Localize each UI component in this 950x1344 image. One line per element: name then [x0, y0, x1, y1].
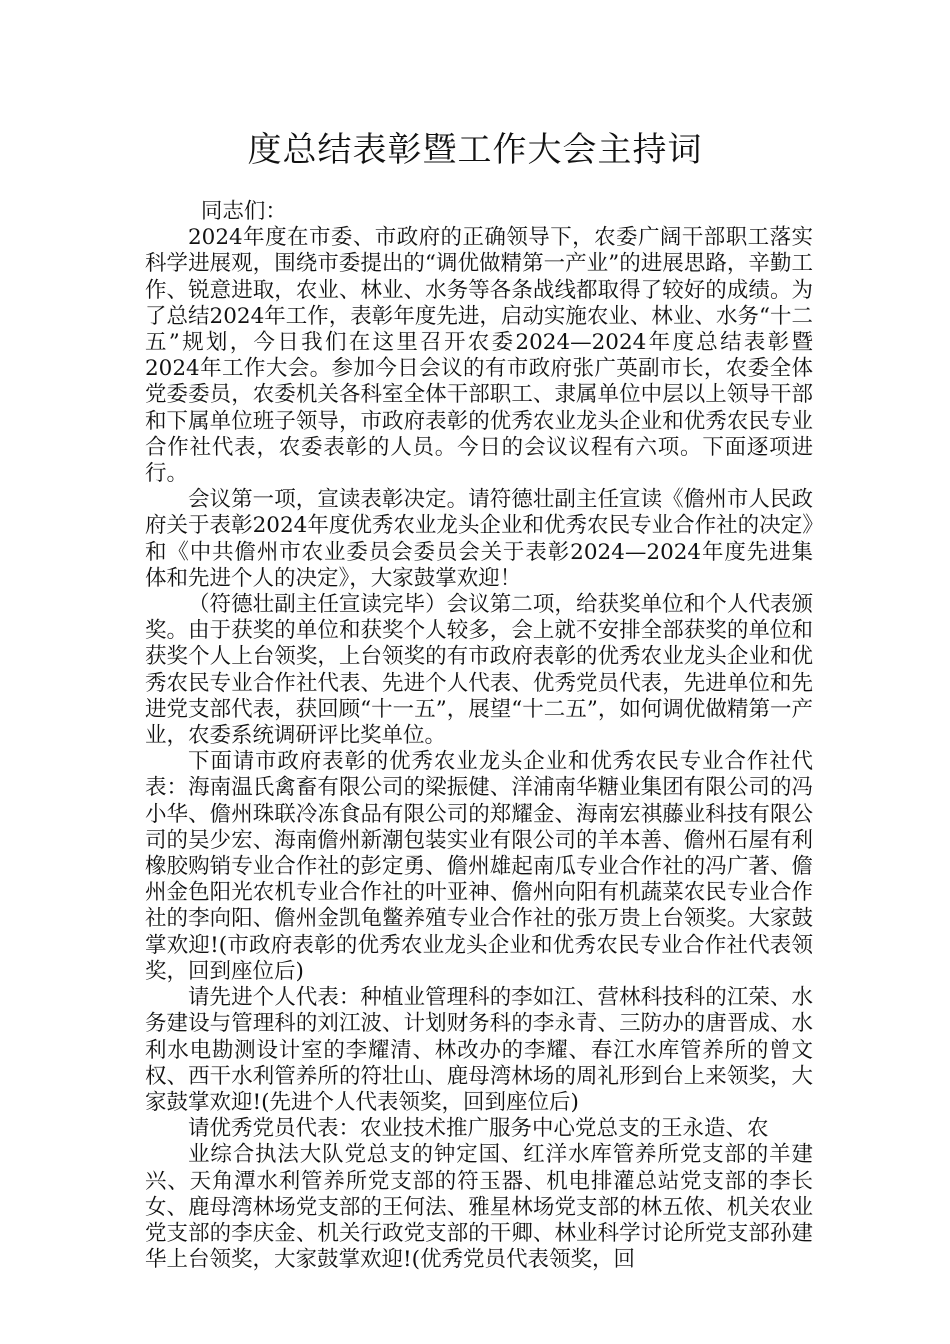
paragraph-4: 下面请市政府表彰的优秀农业龙头企业和优秀农民专业合作社代表：海南温氏禽畜有限公司的梁振健、洋浦南华糖业集团有限公司的冯小华、儋州珠联冷冻食品有限公司的郑耀金、海南宏祺藤业科技有限公司的吴少宏、海南儋州新潮包装实业有限公司的羊本善、儋州石屋有利橡胶购销专业合作社的彭定勇、儋州雄起南瓜专业合作社的冯广著、儋州金色阳光农机专业合作社的叶亚神、儋州向阳有机蔬菜农民专业合作社的李向阳、儋州金凯龟鳖养殖专业合作社的张万贵上台领奖。大家鼓掌欢迎!(市政府表彰的优秀农业龙头企业和优秀农民专业合作社代表领奖，回到座位后)	[145, 749, 813, 984]
paragraph-1: 2024年度在市委、市政府的正确领导下，农委广阔干部职工落实科学进展观，围绕市委提出的“调优做精第一产业”的进展思路，辛勤工作、锐意进取，农业、林业、水务等各条战线都取得了较好的成绩。为了总结2024年工作，表彰年度先进，启动实施农业、林业、水务“十二五”规划，今日我们在这里召开农委2024—2024年度总结表彰暨2024年工作大会。参加今日会议的有市政府张广英副市长，农委全体党委委员，农委机关各科室全体干部职工、隶属单位中层以上领导干部和下属单位班子领导，市政府表彰的优秀农业龙头企业和优秀农民专业合作社代表，农委表彰的人员。今日的会议议程有六项。下面逐项进行。	[145, 225, 813, 487]
paragraph-6-rest: 业综合执法大队党总支的钟定国、红洋水库管养所党支部的羊建兴、天角潭水利管养所党支部的符玉器、机电排灌总站党支部的李长女、鹿母湾林场党支部的王何法、雅星林场党支部的林五侬、机关农业党支部的李庆金、机关行政党支部的干卿、林业科学讨论所党支部孙建华上台领奖，大家鼓掌欢迎!(优秀党员代表领奖，回	[145, 1142, 813, 1273]
paragraph-6-line-1: 请优秀党员代表：农业技术推广服务中心党总支的王永造、农	[188, 1116, 769, 1142]
paragraph-5: 请先进个人代表：种植业管理科的李如江、营林科技科的江荣、水务建设与管理科的刘江波、计划财务科的李永青、三防办的唐晋成、水利水电勘测设计室的李耀清、林改办的李耀、春江水库管养所的曾文权、西干水利管养所的符壮山、鹿母湾林场的周礼形到台上来领奖，大家鼓掌欢迎!(先进个人代表领奖，回到座位后)	[145, 985, 813, 1115]
greeting: 同志们：	[200, 199, 287, 224]
paragraph-3: （符德壮副主任宣读完毕）会议第二项，给获奖单位和个人代表颁奖。由于获奖的单位和获奖个人较多，会上就不安排全部获奖的单位和获奖个人上台领奖，上台领奖的有市政府表彰的优秀农业龙头企业和优秀农民专业合作社代表、先进个人代表、优秀党员代表，先进单位和先进党支部代表，获回顾“十一五”，展望“十二五”，如何调优做精第一产业，农委系统调研评比奖单位。	[145, 592, 813, 749]
paragraph-6	[145, 1116, 813, 1273]
document-body	[145, 199, 813, 1273]
paragraph-2: 会议第一项，宣读表彰决定。请符德壮副主任宣读《儋州市人民政府关于表彰2024年度优秀农业龙头企业和优秀农民专业合作社的决定》和《中共儋州市农业委员会委员会关于表彰2024—2024年度先进集体和先进个人的决定》，大家鼓掌欢迎！	[145, 487, 813, 591]
document-title: 度总结表彰暨工作大会主持词	[247, 130, 703, 170]
